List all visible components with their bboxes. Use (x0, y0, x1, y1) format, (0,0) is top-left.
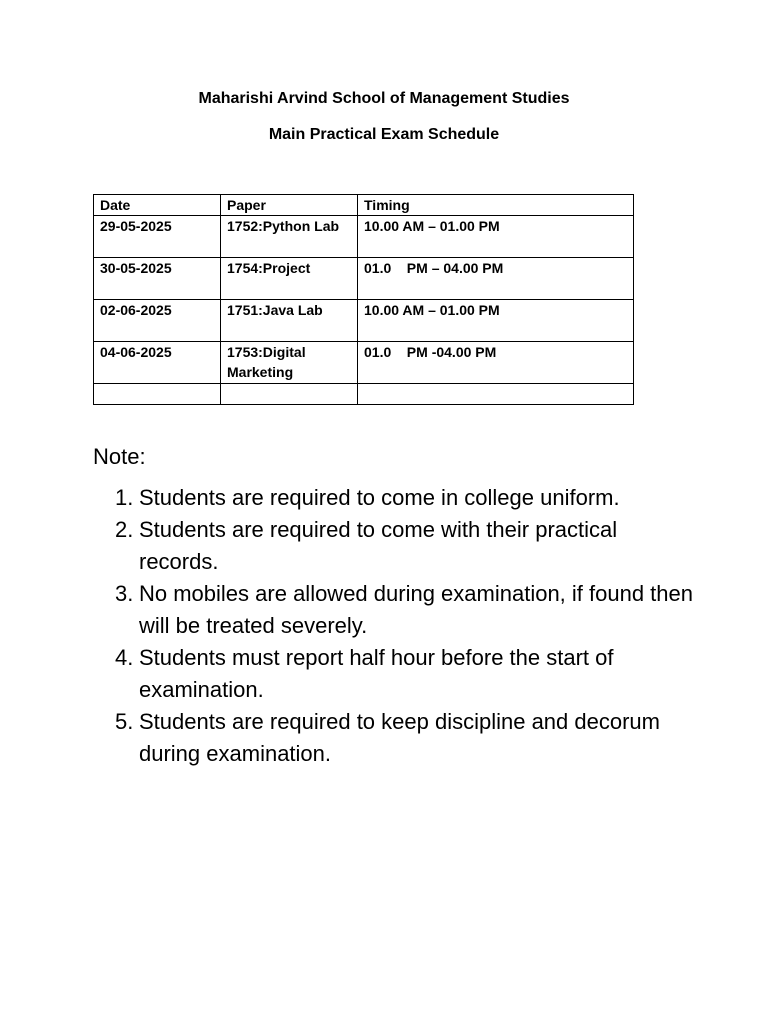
cell-timing: 01.0 PM – 04.00 PM (358, 258, 634, 300)
cell-timing: 01.0 PM -04.00 PM (358, 342, 634, 384)
list-item (93, 578, 693, 642)
list-item-number: 5. (115, 709, 134, 734)
exam-schedule-table (93, 194, 634, 405)
cell-date: 29-05-2025 (94, 216, 221, 258)
column-header-paper: Paper (221, 195, 358, 216)
cell-paper: 1751:Java Lab (221, 300, 358, 342)
notes-list (93, 482, 693, 770)
cell-date: 04-06-2025 (94, 342, 221, 384)
table-row (94, 342, 634, 384)
table-header-row (94, 195, 634, 216)
list-item-number: 1. (115, 485, 134, 510)
list-item-text: Students are required to come with their practical records. (139, 517, 618, 574)
cell-paper: 1753:Digital Marketing (221, 342, 358, 384)
list-item-text: No mobiles are allowed during examination, if found then will be treated severely. (139, 581, 693, 638)
column-header-timing: Timing (358, 195, 634, 216)
cell-timing: 10.00 AM – 01.00 PM (358, 216, 634, 258)
list-item-number: 3. (115, 581, 134, 606)
list-item (93, 706, 693, 770)
list-item-text: Students are required to keep discipline and decorum during examination. (139, 709, 660, 766)
cell-timing (358, 384, 634, 405)
table-row-empty (94, 384, 634, 405)
list-item-text: Students must report half hour before the start of examination. (139, 645, 614, 702)
list-item (93, 482, 693, 514)
table-row (94, 300, 634, 342)
table-row (94, 216, 634, 258)
cell-date: 02-06-2025 (94, 300, 221, 342)
cell-date: 30-05-2025 (94, 258, 221, 300)
column-header-date: Date (94, 195, 221, 216)
table-row (94, 258, 634, 300)
school-name: Maharishi Arvind School of Management Studies (198, 90, 570, 107)
list-item-number: 2. (115, 517, 134, 542)
cell-timing: 10.00 AM – 01.00 PM (358, 300, 634, 342)
list-item-number: 4. (115, 645, 134, 670)
cell-paper (221, 384, 358, 405)
list-item (93, 642, 693, 706)
cell-paper: 1754:Project (221, 258, 358, 300)
note-heading: Note: (93, 444, 146, 469)
list-item-text: Students are required to come in college uniform. (139, 485, 620, 510)
cell-paper: 1752:Python Lab (221, 216, 358, 258)
list-item (93, 514, 693, 578)
document-title: Main Practical Exam Schedule (268, 126, 500, 143)
cell-date (94, 384, 221, 405)
